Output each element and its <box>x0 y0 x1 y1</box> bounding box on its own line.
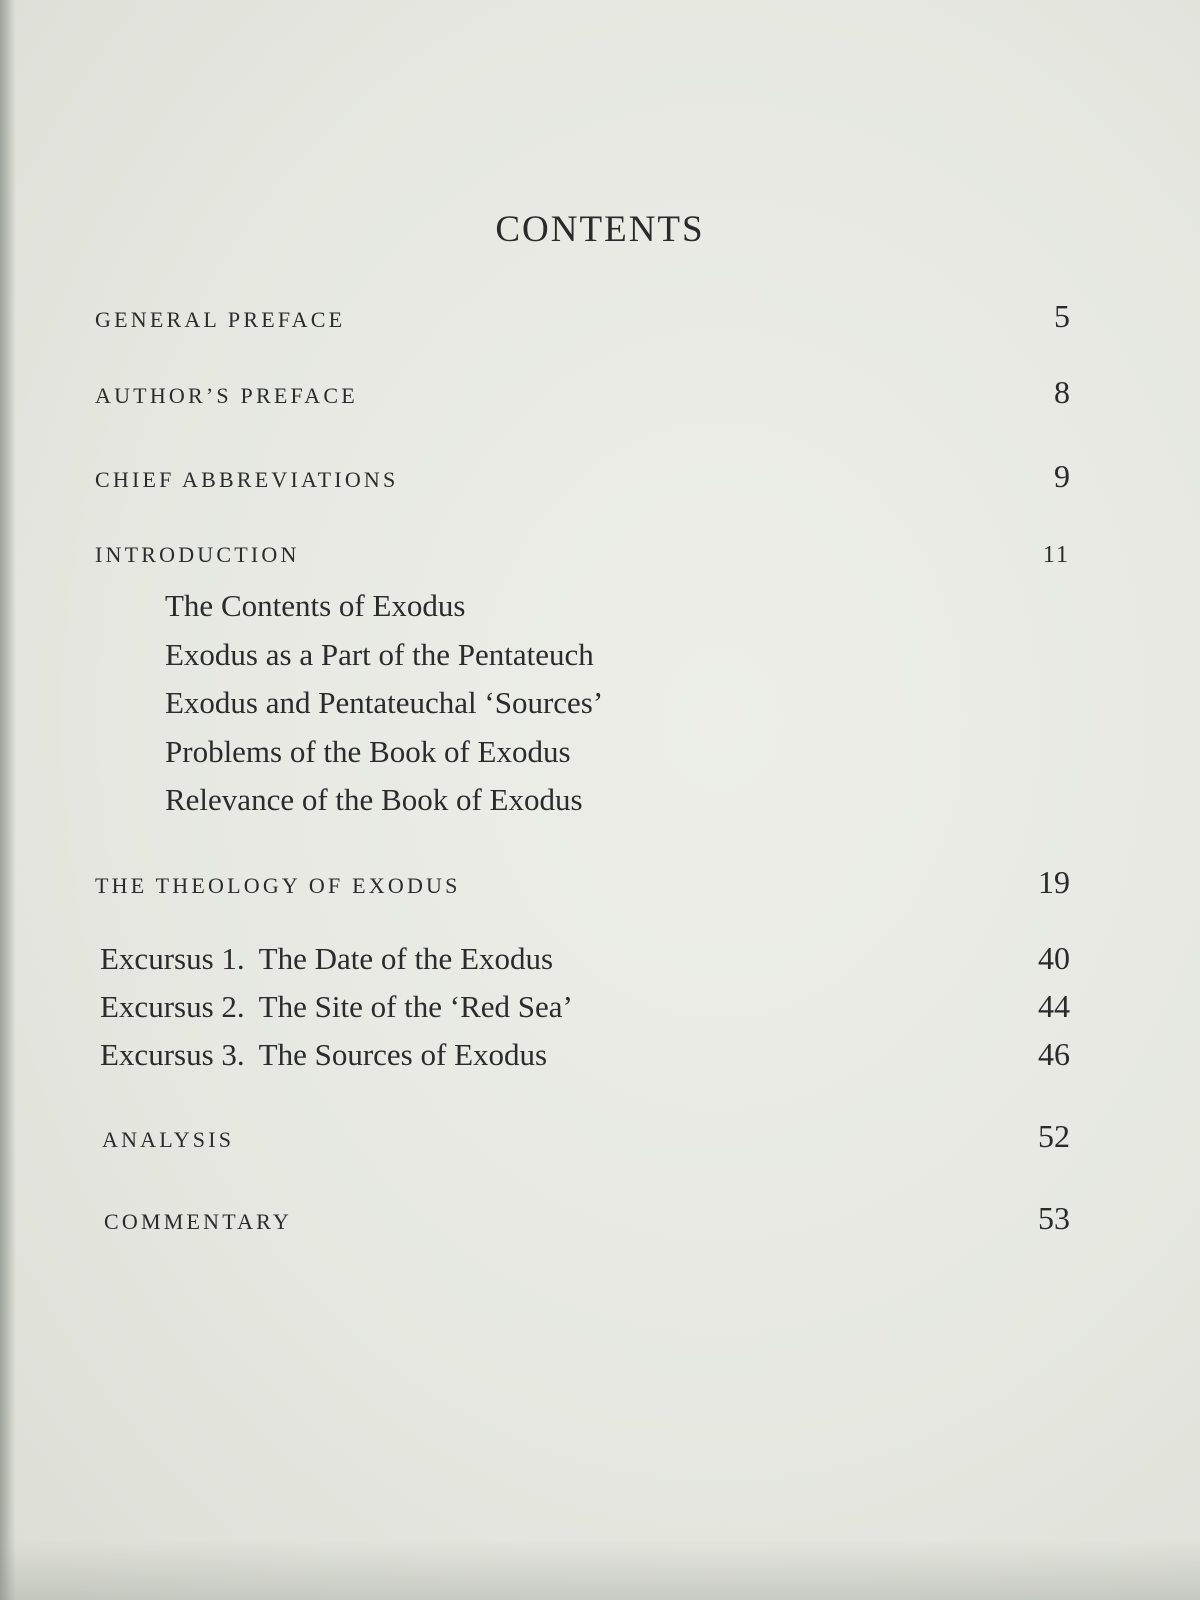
toc-entry-excursus-1 <box>100 940 1070 977</box>
toc-entry-page: 8 <box>1054 374 1070 410</box>
toc-entry-label: CHIEF ABBREVIATIONS <box>95 467 399 492</box>
excursus-title: The Date of the Exodus <box>258 941 554 976</box>
contents-heading: CONTENTS <box>495 209 705 250</box>
introduction-sections <box>165 582 603 825</box>
toc-entry-label: INTRODUCTION <box>95 542 300 567</box>
excursus-text <box>100 941 553 977</box>
toc-entry-chief-abbreviations <box>95 458 1070 495</box>
toc-entry-page: 11 <box>1042 542 1070 568</box>
toc-entry-excursus-2 <box>100 988 1070 1025</box>
excursus-number: Excursus 2. <box>100 989 245 1024</box>
toc-entry-excursus-3 <box>100 1036 1070 1073</box>
excursus-text <box>100 989 573 1025</box>
toc-entry-label: GENERAL PREFACE <box>95 307 346 332</box>
toc-entry-label: THE THEOLOGY OF EXODUS <box>95 873 461 898</box>
toc-entry-label: AUTHOR’S PREFACE <box>95 383 358 408</box>
page-shadow <box>0 1540 1200 1600</box>
toc-entry-label: COMMENTARY <box>104 1209 292 1234</box>
list-item: Relevance of the Book of Exodus <box>165 782 583 817</box>
toc-entry-general-preface <box>95 298 1070 335</box>
toc-entry-page: 46 <box>1038 1036 1070 1072</box>
toc-entry-page: 44 <box>1038 988 1070 1024</box>
toc-entry-theology <box>95 864 1070 901</box>
excursus-text <box>100 1037 547 1073</box>
list-item: The Contents of Exodus <box>165 588 466 623</box>
toc-entry-page: 40 <box>1038 940 1070 976</box>
list-item: Exodus and Pentateuchal ‘Sources’ <box>165 685 604 720</box>
list-item: Problems of the Book of Exodus <box>165 733 571 769</box>
excursus-title: The Sources of Exodus <box>258 1037 548 1072</box>
excursus-number: Excursus 3. <box>100 1037 245 1072</box>
toc-entry-analysis <box>102 1118 1070 1155</box>
toc-entry-label: ANALYSIS <box>102 1127 235 1152</box>
toc-entry-page: 52 <box>1038 1118 1070 1154</box>
toc-entry-page: 53 <box>1038 1200 1070 1236</box>
toc-entry-introduction <box>95 542 1070 569</box>
toc-entry-page: 19 <box>1038 864 1070 900</box>
toc-entry-page: 5 <box>1054 298 1070 334</box>
excursus-number: Excursus 1. <box>100 941 245 976</box>
excursus-title: The Site of the ‘Red Sea’ <box>258 989 573 1024</box>
toc-entry-page: 9 <box>1054 458 1070 494</box>
toc-entry-authors-preface <box>95 374 1070 411</box>
list-item: Exodus as a Part of the Pentateuch <box>165 636 594 672</box>
toc-entry-commentary <box>104 1200 1070 1237</box>
